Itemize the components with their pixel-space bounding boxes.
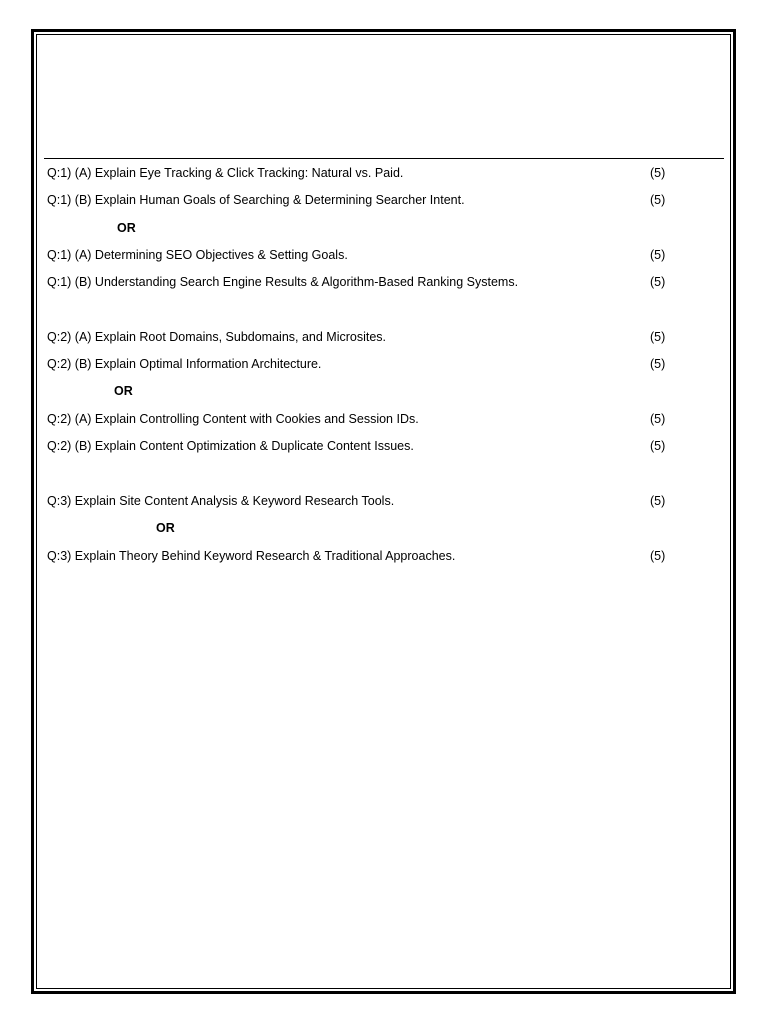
question-marks: (5) <box>650 357 666 371</box>
question-row <box>47 246 667 264</box>
question-text: Q:3) Explain Site Content Analysis & Keyword Research Tools. <box>47 494 395 508</box>
question-row <box>47 164 667 182</box>
question-marks: (5) <box>650 248 666 262</box>
or-separator: OR <box>156 521 175 535</box>
question-text: Q:2) (B) Explain Content Optimization & Duplicate Content Issues. <box>47 439 414 453</box>
question-text: Q:3) Explain Theory Behind Keyword Research & Traditional Approaches. <box>47 549 456 563</box>
header-divider <box>44 158 724 159</box>
question-marks: (5) <box>650 166 666 180</box>
question-row <box>47 273 667 291</box>
question-marks: (5) <box>650 549 666 563</box>
question-text: Q:1) (B) Explain Human Goals of Searching & Determining Searcher Intent. <box>47 193 465 207</box>
question-marks: (5) <box>650 330 666 344</box>
question-row <box>47 547 667 565</box>
or-separator: OR <box>117 221 136 235</box>
question-text: Q:2) (B) Explain Optimal Information Architecture. <box>47 357 322 371</box>
question-row <box>47 328 667 346</box>
question-text: Q:1) (A) Determining SEO Objectives & Setting Goals. <box>47 248 348 262</box>
question-row <box>47 191 667 209</box>
question-marks: (5) <box>650 439 666 453</box>
question-row <box>47 410 667 428</box>
question-row <box>47 355 667 373</box>
question-marks: (5) <box>650 412 666 426</box>
or-separator: OR <box>114 384 133 398</box>
question-text: Q:1) (B) Understanding Search Engine Results & Algorithm-Based Ranking Systems. <box>47 275 519 289</box>
question-text: Q:2) (A) Explain Root Domains, Subdomains, and Microsites. <box>47 330 387 344</box>
question-row <box>47 492 667 510</box>
question-marks: (5) <box>650 193 666 207</box>
question-text: Q:1) (A) Explain Eye Tracking & Click Tracking: Natural vs. Paid. <box>47 166 404 180</box>
question-row <box>47 437 667 455</box>
question-text: Q:2) (A) Explain Controlling Content with Cookies and Session IDs. <box>47 412 419 426</box>
question-marks: (5) <box>650 275 666 289</box>
question-marks: (5) <box>650 494 666 508</box>
